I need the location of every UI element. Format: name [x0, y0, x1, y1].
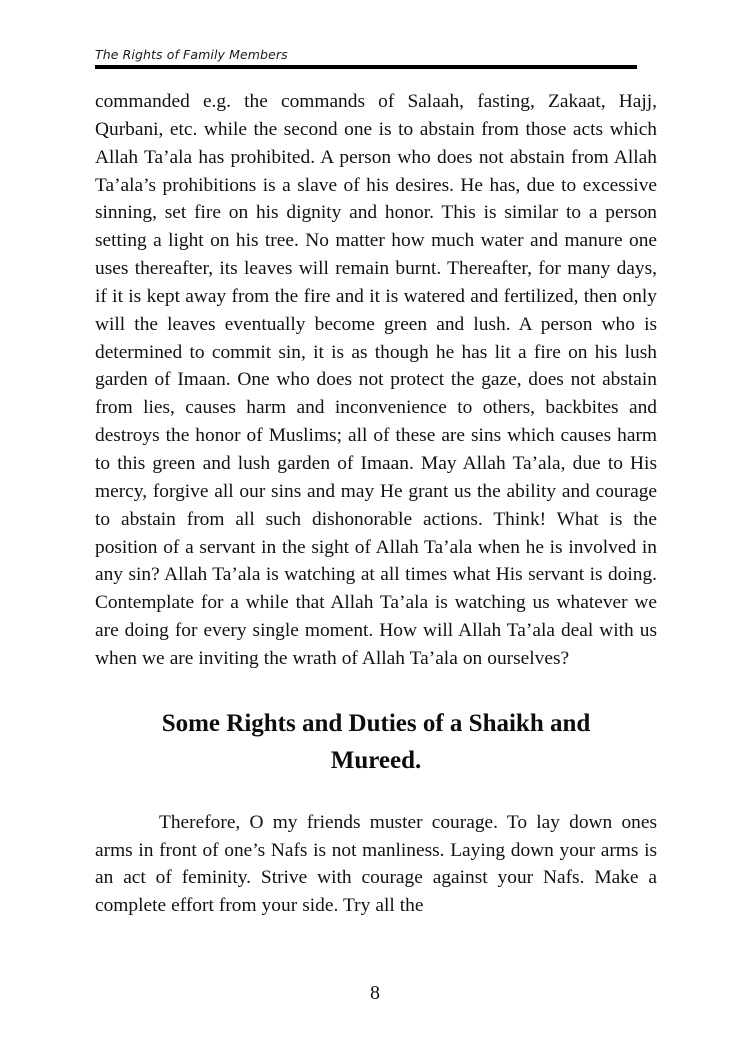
running-header-title: The Rights of Family Members	[95, 47, 288, 62]
header-rule-divider	[95, 65, 637, 68]
section-heading-block	[95, 705, 657, 779]
running-header	[95, 48, 637, 69]
body-paragraph-2: Therefore, O my friends muster courage. To lay down ones arms in front of one’s Nafs is not manliness. Laying down your arms is an act of feminity. Strive with courage against your Nafs. Make a complete effort from your side. Try all the	[95, 811, 657, 917]
page-number: 8	[370, 982, 380, 1004]
section-heading: Some Rights and Duties of a Shaikh and Mureed.	[161, 709, 591, 774]
page-content	[95, 88, 657, 920]
body-paragraph-1: commanded e.g. the commands of Salaah, fasting, Zakaat, Hajj, Qurbani, etc. while the second one is to abstain from those acts which Allah Ta’ala has prohibited. A person who does not abstain from Allah Ta’ala’s prohibitions is a slave of his desires. He has, due to excessive sinning, set fire on his dignity and honor. This is similar to a person setting a light on his tree. No matter how much water and manure one uses thereafter, its leaves will remain burnt. Thereafter, for many days, if it is kept away from the fire and it is watered and fertilized, then only will the leaves eventually become green and lush. A person who is determined to commit sin, it is as though he has lit a fire on his lush garden of Imaan. One who does not protect the gaze, does not abstain from lies, causes harm and inconvenience to others, backbites and destroys the honor of Muslims; all of these are sins which causes harm to this green and lush garden of Imaan. May Allah Ta’ala, due to His mercy, forgive all our sins and may He grant us the ability and courage to abstain from all such dishonorable actions. Think! What is the position of a servant in the sight of Allah Ta’ala when he is involved in any sin? Allah Ta’ala is watching at all times what His servant is doing. Contemplate for a while that Allah Ta’ala is watching us whatever we are doing for every single moment. How will Allah Ta’ala deal with us when we are inviting the wrath of Allah Ta’ala on ourselves?	[95, 91, 657, 669]
